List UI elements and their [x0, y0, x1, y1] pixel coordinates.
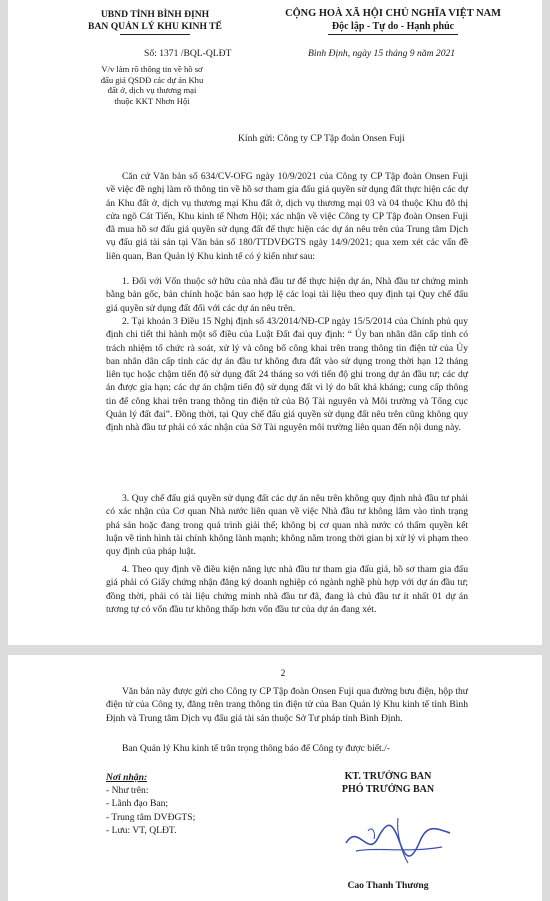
sign-title-2: PHÓ TRƯỞNG BAN [341, 784, 435, 795]
sign-title-1: KT. TRƯỞNG BAN [344, 771, 432, 782]
recipient-item: - Như trên: [106, 785, 149, 796]
recipient-item: - Trung tâm DVĐGTS; [106, 811, 196, 823]
nation-underline [328, 34, 458, 35]
signer-name: Cao Thanh Thương [347, 880, 429, 891]
authority-line-2: BAN QUẢN LÝ KHU KINH TẾ [88, 21, 222, 32]
paragraph-5: Văn bản này được gửi cho Công ty CP Tập đoàn Onsen Fuji qua đường bưu điện, hộp thư điện tử của Công ty, đăng trên trang thông tin điện tử của Ban Quản lý Khu kinh tế tỉnh Bình Định và Trung tâm Dịch vụ đấu giá tài sản thuộc Sở Tư pháp tỉnh Bình Định. [106, 686, 468, 724]
document-page-2 [8, 655, 542, 901]
paragraph-4: 4. Theo quy định về điều kiện năng lực nhà đầu tư tham gia đấu giá, hồ sơ tham gia đấu giá phải có Giấy chứng nhận đăng ký doanh nghiệp có ngành nghề phù hợp với dự án đầu tư; đồng thời, phải có tài liệu chứng minh nhà đầu tư đã, đang là chủ đầu tư ít nhất 01 dự án tương tự có vốn đầu tư không thấp hơn vốn đầu tư của dự án đang xét. [106, 564, 468, 615]
recipient-item: - Lưu: VT, QLĐT. [106, 824, 177, 836]
recipients-title: Nơi nhận: [106, 772, 148, 783]
paragraph-2: 2. Tại khoản 3 Điều 15 Nghị định số 43/2014/NĐ-CP ngày 15/5/2014 của Chính phủ quy định chi tiết thi hành một số điều của Luật Đất đai quy định: “ Ủy ban nhân dân cấp tỉnh có trách nhiệm tổ chức rà soát, xử lý và công bố công khai trên trang thông tin điện tử của Ủy ban nhân dân cấp tỉnh các dự án đầu tư không đưa đất vào sử dụng trong thời hạn 12 tháng liên tục hoặc chậm tiến độ sử dụng đất 24 tháng so với tiến độ ghi trong dự án đầu tư; các dự án được gia hạn; các dự án chậm tiến độ sử dụng đất vì lý do bất khả kháng; cung cấp thông tin để công khai trên trang thông tin điện tử của Bộ Tài nguyên và Môi trường và Tổng cục Quản lý đất đai”. Đồng thời, tại Quy chế đấu giá quyền sử dụng đất nêu trên cũng không quy định nhà đầu tư phải có xác nhận của Sở Tài nguyên môi trường liên quan đến nội dung này. [106, 316, 468, 434]
recipient-line: Kính gửi: Công ty CP Tập đoàn Onsen Fuji [238, 133, 405, 144]
document-subject: V/v làm rõ thông tin về hồ sơ đấu giá QSDĐ các dự án Khu đất ở, dịch vụ thương mại thuộc KKT Nhơn Hội [100, 64, 204, 106]
intro-paragraph: Căn cứ Văn bản số 634/CV-OFG ngày 10/9/2021 của Công ty CP Tập đoàn Onsen Fuji về việc đề nghị làm rõ thông tin về hồ sơ tham gia đấu giá quyền sử dụng đất thực hiện các dự án Khu đất ở, dịch vụ thương mại Khu đất ở, dịch vụ thương mại 03 và 04 thuộc Khu đô thị cửa ngõ Cát Tiến, Khu kinh tế Nhơn Hội; xác nhận về việc Công ty CP Tập đoàn Onsen Fuji đã mua hồ sơ đấu giá quyền sử dụng đất để thực hiện các dự án nêu trên của Trung tâm Dịch vụ đấu giá tài sản tại Văn bản số 180/TTDVĐGTS ngày 14/9/2021; qua xem xét các vấn đề liên quan, Ban Quản lý Khu kinh tế có ý kiến như sau: [106, 171, 468, 262]
place-date: Bình Định, ngày 15 tháng 9 năm 2021 [308, 48, 456, 59]
nation-line-2: Độc lập - Tự do - Hạnh phúc [331, 21, 455, 32]
document-number: Số: 1371 /BQL-QLĐT [144, 48, 232, 59]
page-number: 2 [280, 668, 286, 679]
authority-line-1: UBND TỈNH BÌNH ĐỊNH [100, 9, 210, 20]
paragraph-1: 1. Đối với Vốn thuộc sở hữu của nhà đầu tư để thực hiện dự án, Nhà đầu tư chứng minh bằng bản gốc, bản chính hoặc bản sao hợp lệ các loại tài liệu theo quy định tại Quy chế đấu giá quyền sử dụng đất đối với các dự án nêu trên. [106, 276, 468, 314]
paragraph-3: 3. Quy chế đấu giá quyền sử dụng đất các dự án nêu trên không quy định nhà đầu tư phải có xác nhận của Cơ quan Nhà nước liên quan về việc Nhà đầu tư không lâm vào tình trạng phá sản hoặc đang trong quá trình giải thể; không bị cơ quan nhà nước có thẩm quyền kết luận về tình hình tài chính không lành mạnh; không nằm trong thời gian bị xử lý vi phạm theo quy định của pháp luật. [106, 493, 468, 558]
paragraph-6: Ban Quản lý Khu kinh tế trân trọng thông báo để Công ty được biết./- [122, 743, 390, 754]
authority-underline [120, 34, 190, 35]
recipient-item: - Lãnh đạo Ban; [106, 798, 169, 810]
document-page-1 [8, 0, 542, 645]
recipients-list [106, 784, 256, 837]
signature-image [338, 803, 458, 873]
nation-line-1: CỘNG HOÀ XÃ HỘI CHỦ NGHĨA VIỆT NAM [285, 8, 501, 19]
